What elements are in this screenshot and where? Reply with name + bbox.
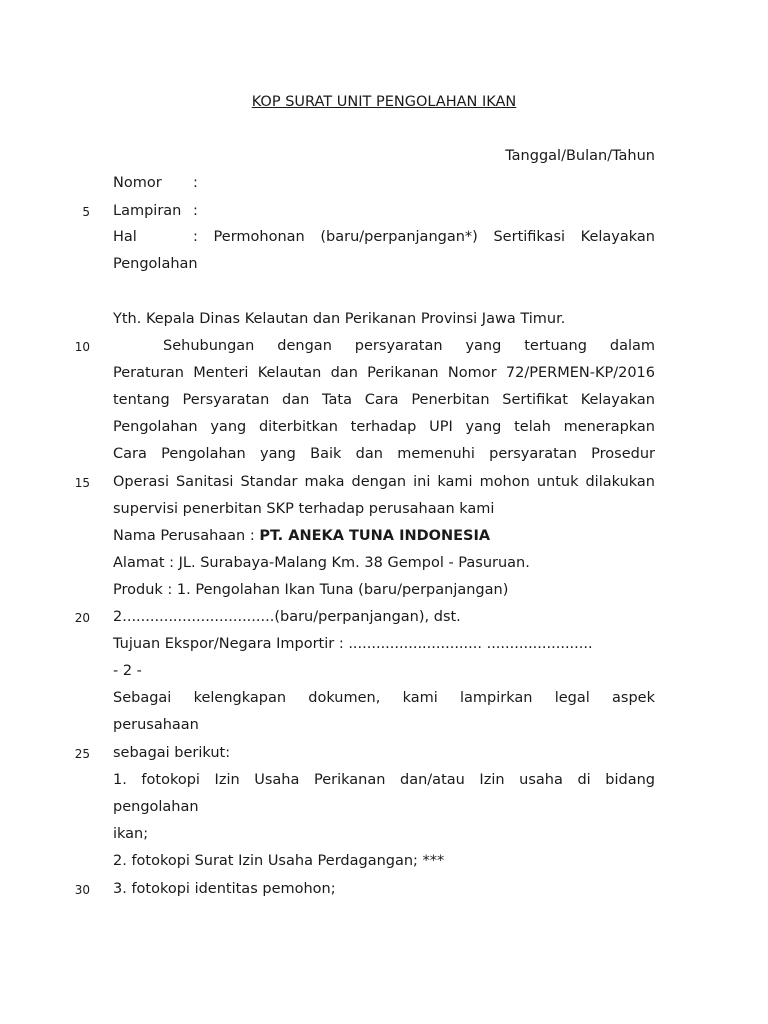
body-line-6: Operasi Sanitasi Standar maka dengan ini kami mohon untuk dilakukan — [113, 474, 655, 490]
attachment-item-1-cont: pengolahan — [113, 799, 199, 815]
nomor-colon: : — [193, 175, 198, 191]
body-line-2: Peraturan Menteri Kelautan dan Perikanan Nomor 72/PERMEN-KP/2016 — [113, 365, 655, 381]
body-line-5: Cara Pengolahan yang Baik dan memenuhi persyaratan Prosedur — [113, 446, 655, 462]
export-line: Tujuan Ekspor/Negara Importir : ............................. ....................... — [113, 636, 593, 652]
product-line: Produk : 1. Pengolahan Ikan Tuna (baru/perpanjangan) — [113, 582, 509, 598]
lampiran-colon: : — [193, 203, 198, 219]
line-number-30: 30 — [74, 883, 90, 897]
line-number-20: 20 — [74, 611, 90, 625]
company-label: Nama Perusahaan : — [113, 528, 260, 544]
body-line-1: Sehubungan dengan persyaratan yang tertuang dalam — [163, 338, 655, 354]
attachment-intro-3: sebagai berikut: — [113, 745, 231, 761]
line-number-10: 10 — [74, 340, 90, 354]
attachment-item-1: 1. fotokopi Izin Usaha Perikanan dan/atau Izin usaha di bidang — [113, 772, 655, 788]
line-number-15: 15 — [74, 476, 90, 490]
attachment-intro-2: perusahaan — [113, 717, 199, 733]
company-name: PT. ANEKA TUNA INDONESIA — [259, 528, 491, 544]
address-line: Alamat : JL. Surabaya-Malang Km. 38 Gempol - Pasuruan. — [113, 555, 530, 571]
nomor-line — [113, 170, 655, 197]
lampiran-line — [113, 198, 655, 225]
date-line: Tanggal/Bulan/Tahun — [505, 148, 655, 164]
hal-line — [113, 224, 655, 251]
body-line-7: supervisi penerbitan SKP terhadap perusahaan kami — [113, 501, 495, 517]
attachment-intro: Sebagai kelengkapan dokumen, kami lampirkan legal aspek — [113, 690, 655, 706]
attachment-item-3: 3. fotokopi identitas pemohon; — [113, 881, 336, 897]
body-line-4: Pengolahan yang diterbitkan terhadap UPI yang telah menerapkan — [113, 419, 655, 435]
line-number-25: 25 — [74, 747, 90, 761]
company-line — [113, 523, 655, 550]
attachment-item-1-cont-2: ikan; — [113, 826, 149, 842]
hal-value: : Permohonan (baru/perpanjangan*) Sertifikasi Kelayakan — [193, 229, 655, 245]
hal-label: Hal — [113, 229, 137, 245]
addressee-line: Yth. Kepala Dinas Kelautan dan Perikanan Provinsi Jawa Timur. — [113, 311, 566, 327]
product-line-2: 2.................................(baru/perpanjangan), dst. — [113, 609, 461, 625]
page-marker: - 2 - — [113, 663, 142, 679]
lampiran-label: Lampiran — [113, 203, 182, 219]
attachment-item-2: 2. fotokopi Surat Izin Usaha Perdagangan; *** — [113, 853, 445, 869]
nomor-label: Nomor — [113, 175, 162, 191]
body-line-3: tentang Persyaratan dan Tata Cara Penerbitan Sertifikat Kelayakan — [113, 392, 655, 408]
line-number-5: 5 — [82, 205, 90, 219]
hal-continuation: Pengolahan — [113, 256, 198, 272]
letterhead-title: KOP SURAT UNIT PENGOLAHAN IKAN — [251, 94, 517, 110]
